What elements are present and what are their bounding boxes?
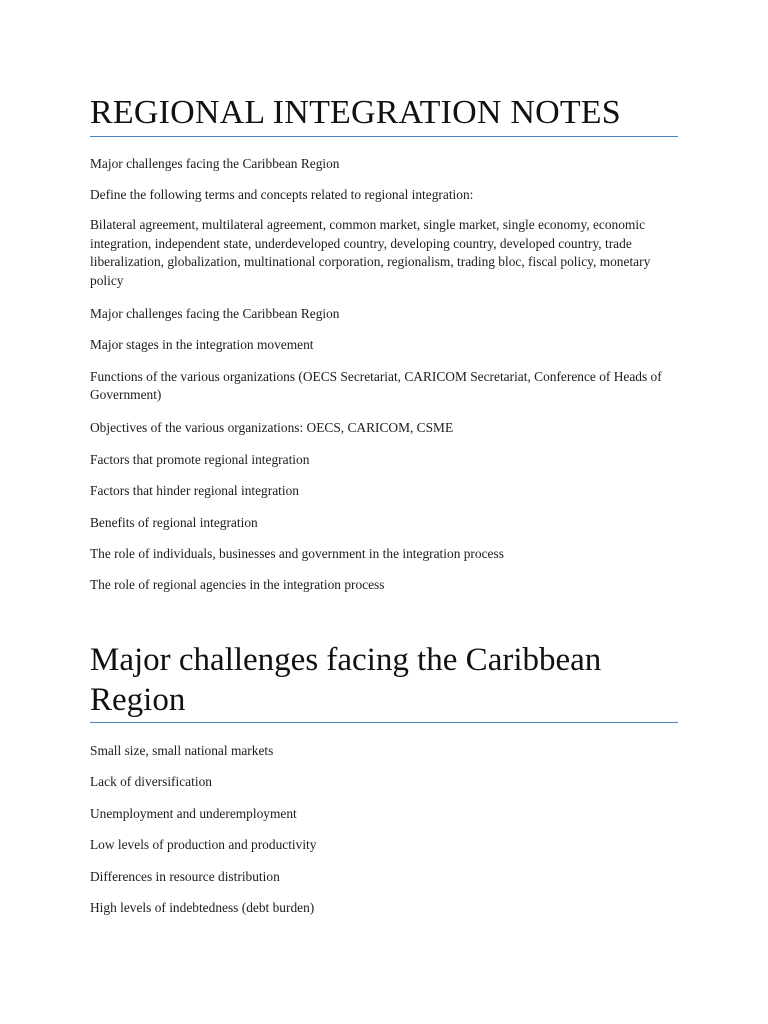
intro-item: Define the following terms and concepts related to regional integration: xyxy=(90,186,474,202)
intro-item: Major stages in the integration movement xyxy=(90,337,314,353)
intro-item-terms-list: Bilateral agreement, multilateral agreement, common market, single market, single economy, economic integration, independent state, underdeveloped country, developing country, developed country, trade liberalization, globalization, multinational corporation, regionalism, trading bloc, fiscal policy, monetary policy xyxy=(90,217,651,288)
challenge-item: Small size, small national markets xyxy=(90,742,274,758)
title-underline xyxy=(90,136,678,137)
intro-item: The role of regional agencies in the integration process xyxy=(90,576,385,592)
document-title: REGIONAL INTEGRATION NOTES xyxy=(90,94,621,131)
challenge-item: Lack of diversification xyxy=(90,774,212,790)
intro-item: The role of individuals, businesses and government in the integration process xyxy=(90,546,504,562)
intro-item: Major challenges facing the Caribbean Region xyxy=(90,156,340,171)
intro-item: Major challenges facing the Caribbean Region xyxy=(90,305,340,321)
intro-item: Objectives of the various organizations: OECS, CARICOM, CSME xyxy=(90,419,454,435)
challenge-item: Low levels of production and productivity xyxy=(90,837,317,853)
document-page xyxy=(90,0,678,918)
section-heading-underline xyxy=(90,722,678,723)
section-heading: Major challenges facing the Caribbean Region xyxy=(90,641,602,718)
intro-item: Factors that hinder regional integration xyxy=(90,483,299,499)
intro-item: Benefits of regional integration xyxy=(90,514,258,530)
challenge-item: Differences in resource distribution xyxy=(90,868,280,884)
challenge-item: Unemployment and underemployment xyxy=(90,805,297,821)
intro-item: Factors that promote regional integration xyxy=(90,451,310,467)
intro-item: Functions of the various organizations (OECS Secretariat, CARICOM Secretariat, Conference of Heads of Government) xyxy=(90,368,662,403)
challenge-item: High levels of indebtedness (debt burden) xyxy=(90,900,315,916)
